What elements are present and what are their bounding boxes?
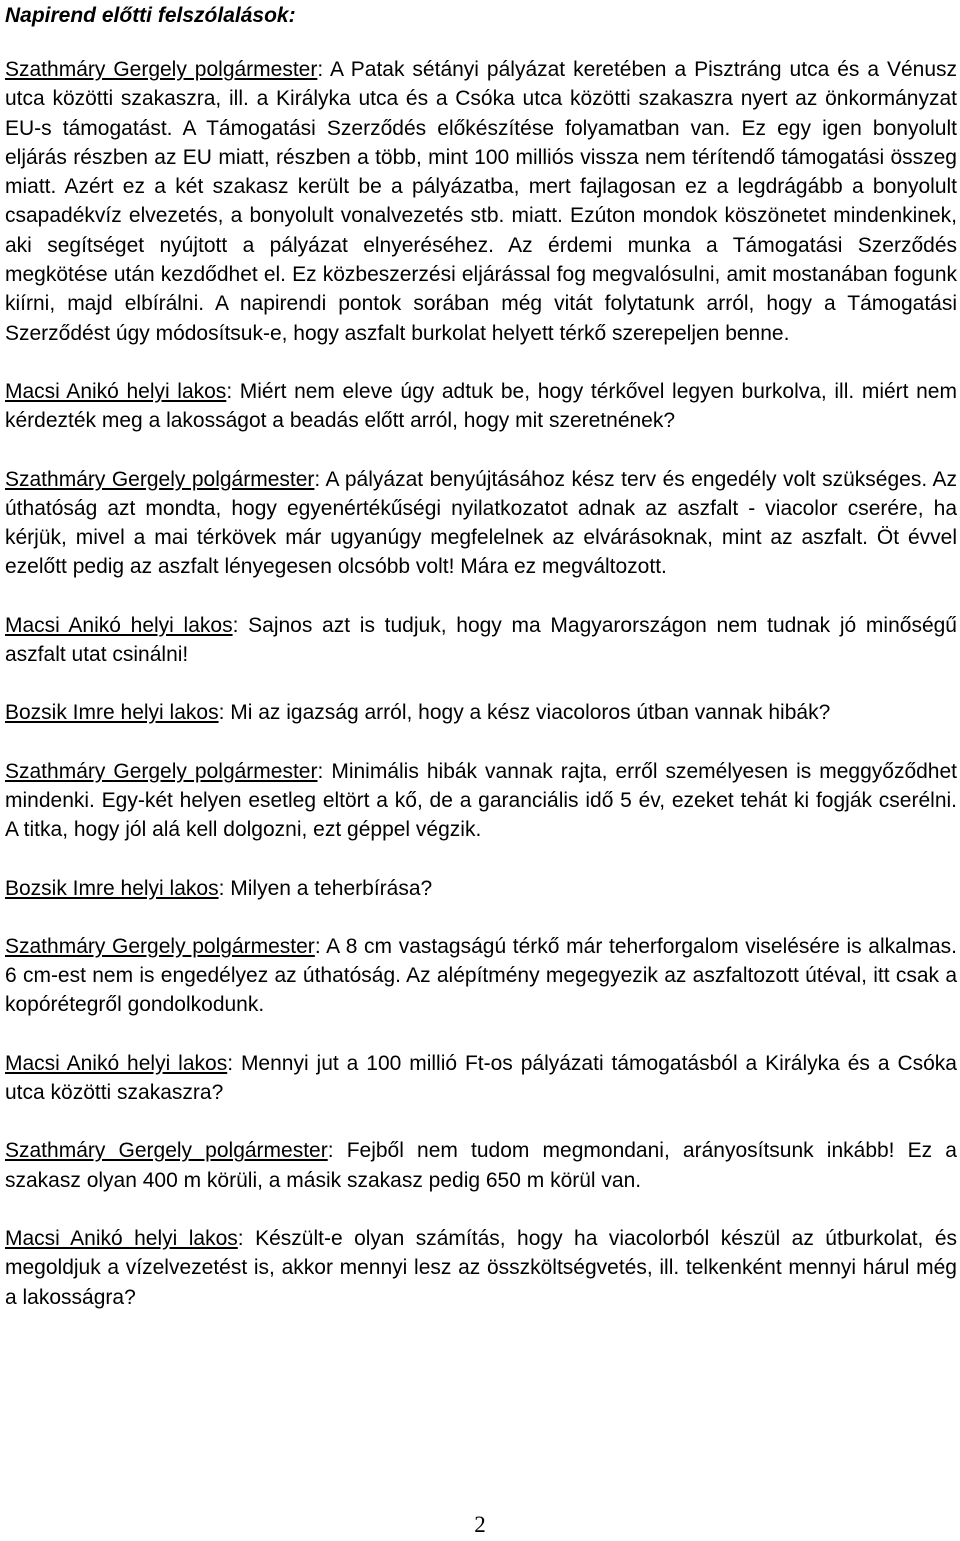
statement-text: : Mennyi jut a 100 millió Ft-os pályázati támogatásból a Királyka és a Csóka utca közötti szakaszra? [5,1051,957,1105]
speaker-name: Szathmáry Gergely polgármester [5,759,318,783]
speaker-name: Macsi Anikó helyi lakos [5,379,227,403]
statement-text: : Mi az igazság arról, hogy a kész viacoloros útban vannak hibák? [218,701,831,725]
statement-paragraph [5,757,957,845]
statement-paragraph [5,1049,957,1108]
page-number: 2 [474,1512,486,1537]
statement-paragraph [5,55,957,348]
statement-paragraph [5,698,957,727]
statement-paragraph [5,611,957,670]
speaker-name: Szathmáry Gergely polgármester [5,467,315,491]
speaker-name: Szathmáry Gergely polgármester [5,934,315,958]
statement-paragraph [5,377,957,436]
statement-paragraph [5,932,957,1020]
statement-text: : Sajnos azt is tudjuk, hogy ma Magyarországon nem tudnak jó minőségű aszfalt utat csinálni! [5,613,957,667]
statement-paragraph [5,874,957,903]
speaker-name: Macsi Anikó helyi lakos [5,1226,238,1250]
statement-paragraph [5,1224,957,1312]
statement-text: : Fejből nem tudom megmondani, arányosítsunk inkább! Ez a szakasz olyan 400 m körüli, a másik szakasz pedig 650 m körül van. [5,1139,957,1192]
speaker-name: Szathmáry Gergely polgármester [5,1139,328,1163]
speaker-name: Macsi Anikó helyi lakos [5,613,233,637]
statement-text: : Miért nem eleve úgy adtuk be, hogy térkővel legyen burkolva, ill. miért nem kérdezték meg a lakosságot a beadás előtt arról, hogy mit szeretnének? [5,379,957,433]
statement-text: : A 8 cm vastagságú térkő már teherforgalom viselésére is alkalmas. 6 cm-est nem is engedélyez az úthatóság. Az alépítmény megegyezik az aszfaltozott útéval, itt csak a kopórétegről gondolkodunk. [5,934,957,1017]
statement-text: : Minimális hibák vannak rajta, erről személyesen is meggyőződhet mindenki. Egy-két helyen esetleg eltört a kő, de a garanciális idő 5 év, ezeket tehát ki fogják cserélni. A titka, hogy jól alá kell dolgozni, ezt géppel végzik. [5,759,957,842]
document-page [5,0,957,1312]
statement-text: : A pályázat benyújtásához kész terv és engedély volt szükséges. Az úthatóság azt mondta, hogy egyenértékűségi nyilatkozatot adnak az aszfalt - viacolor cserére, ha kérjük, mivel a mai térkövek már ugyanúgy megfelelnek az elvárásoknak, mint az aszfalt. Öt évvel ezelőtt pedig az aszfalt lényegesen olcsóbb volt! Mára ez megváltozott. [5,467,957,579]
statement-text: : Készült-e olyan számítás, hogy ha viacolorból készül az útburkolat, és megoldjuk a vízelvezetést is, akkor mennyi lesz az összköltségvetés, ill. telkenként mennyi hárul még a lakosságra? [5,1226,957,1309]
speaker-name: Szathmáry Gergely polgármester [5,58,318,81]
statement-paragraph [5,1136,957,1195]
statement-text: : Milyen a teherbírása? [218,876,433,900]
speaker-name: Macsi Anikó helyi lakos [5,1051,228,1075]
section-heading: Napirend előtti felszólalások: [5,4,296,27]
speaker-name: Bozsik Imre helyi lakos [5,701,219,725]
statement-paragraph [5,465,957,582]
speaker-name: Bozsik Imre helyi lakos [5,876,219,900]
statement-text: : A Patak sétányi pályázat keretében a Pisztráng utca és a Vénusz utca közötti szakaszra, ill. a Királyka utca és a Csóka utca közötti szakaszra nyert az önkormányzat EU-s támogatást. A Támogatási Szerződés előkészítése folyamatban van. Ez egy igen bonyolult eljárás részben az EU miatt, részben a több, mint 100 milliós vissza nem térítendő támogatási összeg miatt. Azért ez a két szakasz került be a pályázatba, mert fajlagosan ez a legdrágább a bonyolult csapadékvíz elvezetés, a bonyolult vonalvezetés stb. miatt. Ezúton mondok köszönetet mindenkinek, aki segítséget nyújtott a pályázat elnyeréséhez. Az érdemi munka a Támogatási Szerződés megkötése után kezdődhet el. Ez közbeszerzési eljárással fog megvalósulni, amit mostanában fogunk kiírni, majd elbírálni. A napirendi pontok sorában még vitát folytatunk arról, hogy a Támogatási Szerződést úgy módosítsuk-e, hogy aszfalt burkolat helyett térkő szerepeljen benne. [5,58,958,345]
